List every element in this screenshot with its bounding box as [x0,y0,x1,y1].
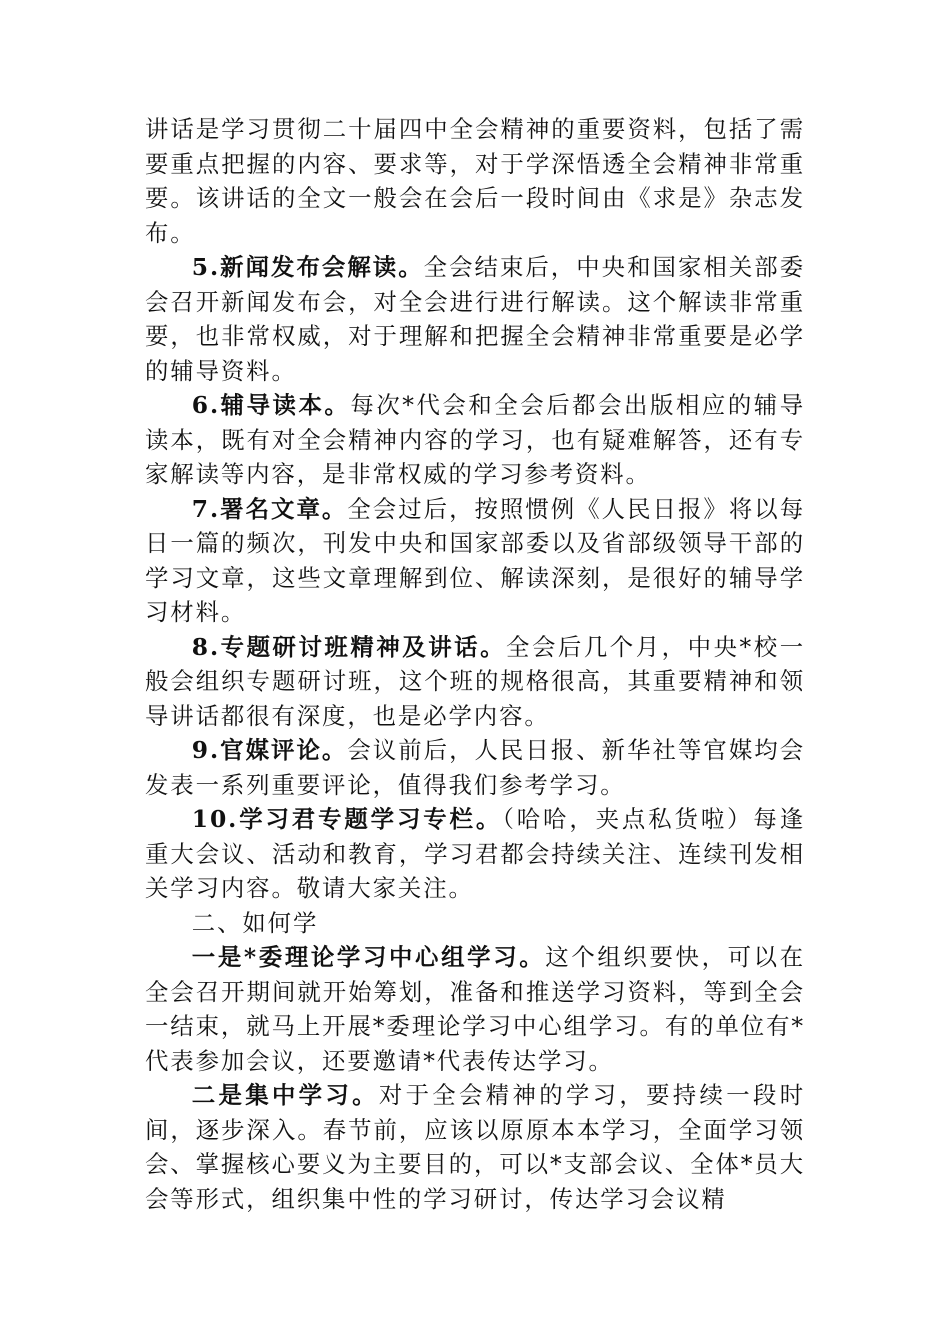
paragraph-item-5 [145,250,805,388]
paragraph-item-9 [145,733,805,802]
document-page [145,112,805,1216]
section-heading [145,906,805,941]
paragraph-text: 全会后几个月，中央*校一般会组织专题研讨班，这个班的规格很高，其重要精神和领导讲话都很有深度，也是必学内容。 [145,632,805,730]
paragraph-text: （哈哈，夹点私货啦）每逢重大会议、活动和教育，学习君都会持续关注、连续刊发相关学习内容。敬请大家关注。 [145,805,805,902]
paragraph-text: 这个组织要快，可以在全会召开期间就开始筹划，准备和推送学习资料，等到全会一结束，就马上开展*委理论学习中心组学习。有的单位有*代表参加会议，还要邀请*代表传达学习。 [145,943,806,1075]
paragraph-method-2 [145,1078,805,1216]
paragraph-lead: 5.新闻发布会解读。 [191,253,424,281]
paragraph-text: 全会结束后，中央和国家相关部委会召开新闻发布会，对全会进行进行解读。这个解读非常重要，也非常权威，对于理解和把握全会精神非常重要是必学的辅导资料。 [145,253,806,385]
paragraph-item-6 [145,388,805,492]
paragraph-lead: 7.署名文章。 [191,494,348,523]
paragraph-item-10 [145,802,805,906]
paragraph-lead: 10.学习君专题学习专栏。 [191,805,503,833]
paragraph-lead: 一是*委理论学习中心组学习。 [191,943,546,971]
paragraph-lead: 6.辅导读本。 [191,391,351,419]
paragraph-text: 对于全会精神的学习，要持续一段时间，逐步深入。春节前，应该以原原本本学习，全面学习领会、掌握核心要义为主要目的，可以*支部会议、全体*员大会等形式，组织集中性的学习研讨，传达学习会议精 [145,1081,805,1213]
paragraph-continuation [145,112,805,250]
paragraph-item-7 [145,492,805,630]
paragraph-item-8 [145,630,805,734]
paragraph-lead: 8.专题研讨班精神及讲话。 [191,632,507,661]
paragraph-method-1 [145,940,805,1078]
paragraph-text: 每次*代会和全会后都会出版相应的辅导读本，既有对全会精神内容的学习，也有疑难解答，还有专家解读等内容，是非常权威的学习参考资料。 [145,391,806,488]
paragraph-lead: 9.官媒评论。 [191,736,348,764]
section-heading-text: 二、如何学 [191,908,319,937]
paragraph-text: 会议前后，人民日报、新华社等官媒均会发表一系列重要评论，值得我们参考学习。 [145,736,805,799]
paragraph-text: 全会过后，按照惯例《人民日报》将以每日一篇的频次，刊发中央和国家部委以及省部级领导干部的学习文章，这些文章理解到位、解读深刻，是很好的辅导学习材料。 [145,494,805,626]
paragraph-lead: 二是集中学习。 [191,1081,379,1109]
paragraph-text: 讲话是学习贯彻二十届四中全会精神的重要资料，包括了需要重点把握的内容、要求等，对于学深悟透全会精神非常重要。该讲话的全文一般会在会后一段时间由《求是》杂志发布。 [145,115,805,247]
